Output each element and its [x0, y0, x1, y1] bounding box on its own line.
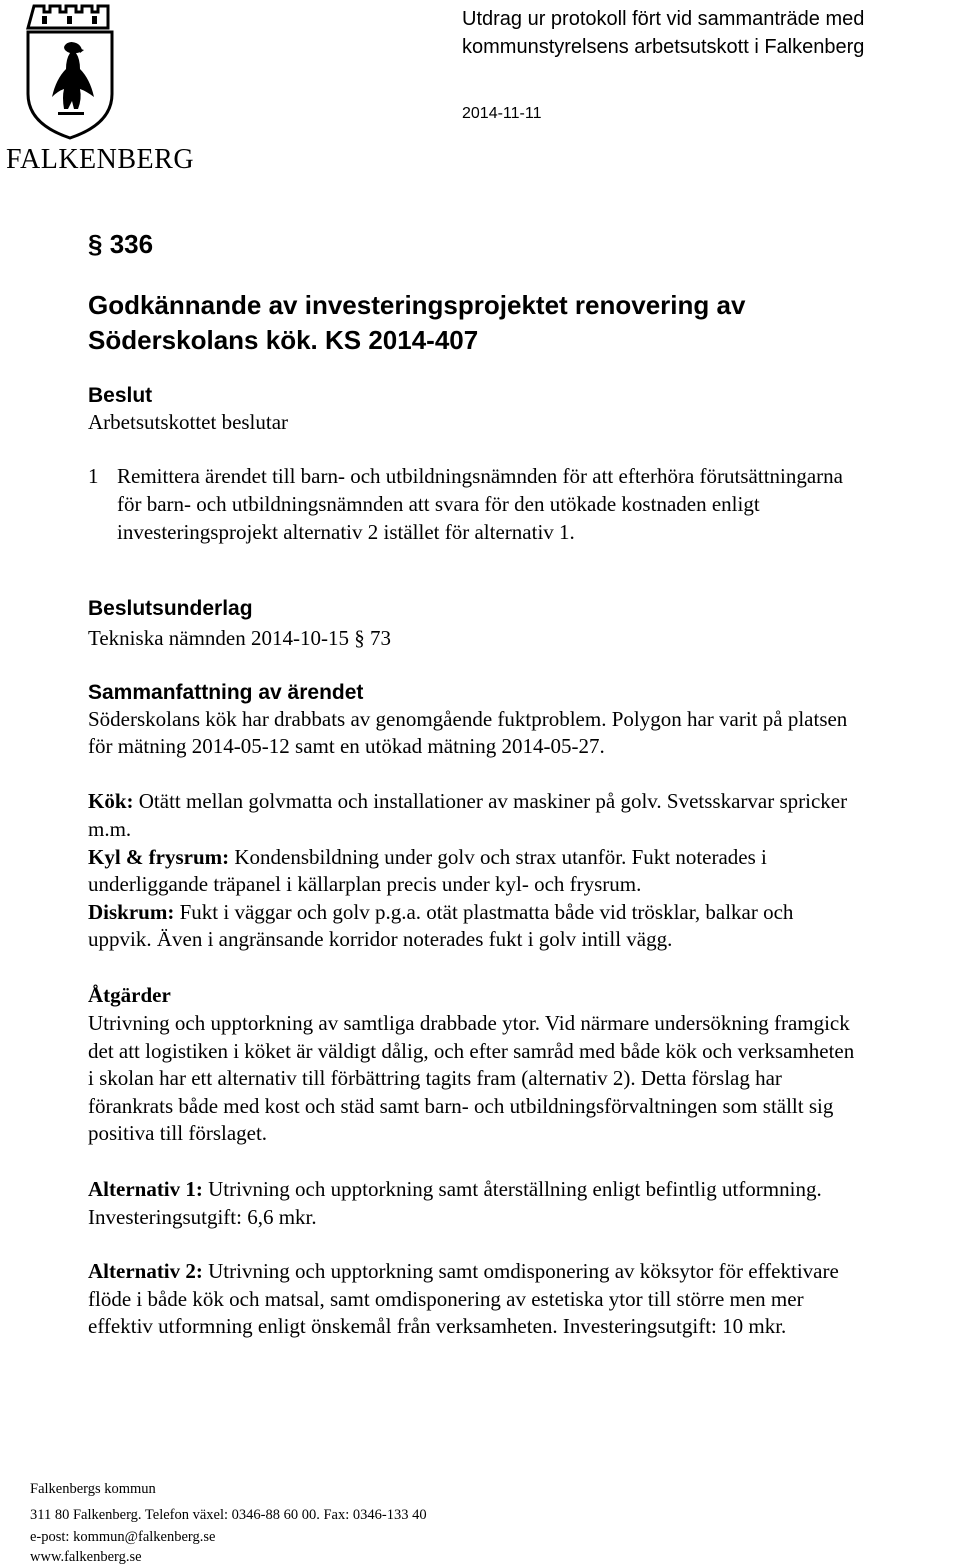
- disk-text: Fukt i väggar och golv p.g.a. otät plastmatta både vid trösklar, balkar och: [179, 900, 794, 924]
- disk-label: Diskrum:: [88, 900, 175, 924]
- kyl-text: Kondensbildning under golv och strax utanför. Fukt noterades i: [234, 845, 767, 869]
- logo-wordmark: FALKENBERG: [6, 144, 195, 175]
- paragraph-number-value: 336: [109, 229, 154, 259]
- underlag-reference: [88, 625, 391, 652]
- beslut-item-number: 1: [88, 464, 99, 488]
- atgarder-heading: Åtgärder: [88, 983, 171, 1007]
- alternativ1-text: Utrivning och upptorkning samt återställning enligt befintlig utformning.: [208, 1177, 822, 1201]
- atgarder-line-1: Utrivning och upptorkning av samtliga drabbade ytor. Vid närmare undersökning framgick: [88, 1011, 850, 1035]
- footer-email: e-post: kommun@falkenberg.se: [30, 1529, 216, 1545]
- paragraph-number: [88, 228, 153, 260]
- underlag-heading: Beslutsunderlag: [88, 597, 253, 620]
- footer-website: www.falkenberg.se: [30, 1549, 142, 1565]
- alternativ1-label: Alternativ 1:: [88, 1177, 203, 1201]
- beslut-item-line-3: investeringsprojekt alternativ 2 istället för alternativ 1.: [117, 520, 575, 544]
- paragraph-symbol: §: [88, 229, 103, 259]
- kyl-line-2: underliggande träpanel i källarplan precis under kyl- och frysrum.: [88, 872, 642, 896]
- kok-line-1: [88, 788, 847, 815]
- underlag-text-after: 73: [369, 626, 391, 650]
- atgarder-line-2: det att logistiken i köket är väldigt dålig, och efter samråd med både kök och verksamheten: [88, 1039, 855, 1063]
- header-title-line-1: Utdrag ur protokoll fört vid sammanträde med: [462, 8, 865, 30]
- kok-text: Otätt mellan golvmatta och installationer av maskiner på golv. Svetsskarvar spricker: [138, 789, 848, 813]
- sammanfattning-line-2: för mätning 2014-05-12 samt en utökad mätning 2014-05-27.: [88, 734, 605, 758]
- alternativ1-line-1: [88, 1176, 822, 1203]
- kok-line-2: m.m.: [88, 817, 132, 841]
- kyl-label: Kyl & frysrum:: [88, 845, 230, 869]
- disk-line-2: uppvik. Även i angränsande korridor noterades fukt i golv intill vägg.: [88, 927, 673, 951]
- falkenberg-coat-of-arms-logo: [20, 2, 120, 142]
- footer-address: 311 80 Falkenberg. Telefon växel: 0346-88 60 00. Fax: 0346-133 40: [30, 1507, 427, 1523]
- atgarder-line-5: positiva till förslaget.: [88, 1121, 268, 1145]
- underlag-text-before: Tekniska nämnden 2014-10-15: [88, 626, 349, 650]
- beslut-item-line-2: för barn- och utbildningsnämnden att svara för den utökade kostnaden enligt: [117, 492, 760, 516]
- atgarder-line-3: i skolan har ett alternativ till förbättring tagits fram (alternativ 2). Detta förslag har: [88, 1066, 782, 1090]
- atgarder-line-4: förankrats både med kost och städ samt barn- och utbildningsförvaltningen som ställt sig: [88, 1094, 834, 1118]
- kok-label: Kök:: [88, 789, 134, 813]
- alternativ2-line-3: effektiv utformning enligt önskemål från verksamheten. Investeringsutgift: 10 mkr.: [88, 1314, 787, 1338]
- falcon-coat-of-arms-icon: [20, 2, 120, 142]
- beslut-heading: Beslut: [88, 384, 153, 407]
- alternativ2-text: Utrivning och upptorkning samt omdisponering av köksytor för effektivare: [208, 1259, 839, 1283]
- sammanfattning-heading: Sammanfattning av ärendet: [88, 681, 364, 704]
- page-title-line-1: Godkännande av investeringsprojektet renovering av: [88, 290, 746, 320]
- kyl-line-1: [88, 844, 767, 871]
- header-title-line-2: kommunstyrelsens arbetsutskott i Falkenberg: [462, 36, 865, 58]
- beslut-intro: Arbetsutskottet beslutar: [88, 410, 289, 434]
- underlag-paragraph-symbol: §: [354, 626, 365, 650]
- meeting-date: 2014-11-11: [462, 105, 542, 122]
- alternativ2-line-2: flöde i både kök och matsal, samt omdisponering av estetiska ytor till större men mer: [88, 1287, 804, 1311]
- alternativ2-line-1: [88, 1258, 839, 1285]
- alternativ1-line-2: Investeringsutgift: 6,6 mkr.: [88, 1205, 317, 1229]
- alternativ2-label: Alternativ 2:: [88, 1259, 203, 1283]
- page-title-line-2: Söderskolans kök. KS 2014-407: [88, 325, 479, 355]
- footer-organization: Falkenbergs kommun: [30, 1481, 156, 1497]
- disk-line-1: [88, 899, 793, 926]
- sammanfattning-line-1: Söderskolans kök har drabbats av genomgående fuktproblem. Polygon har varit på platsen: [88, 707, 848, 731]
- beslut-item-line-1: Remittera ärendet till barn- och utbildningsnämnden för att efterhöra förutsättningarna: [117, 464, 843, 488]
